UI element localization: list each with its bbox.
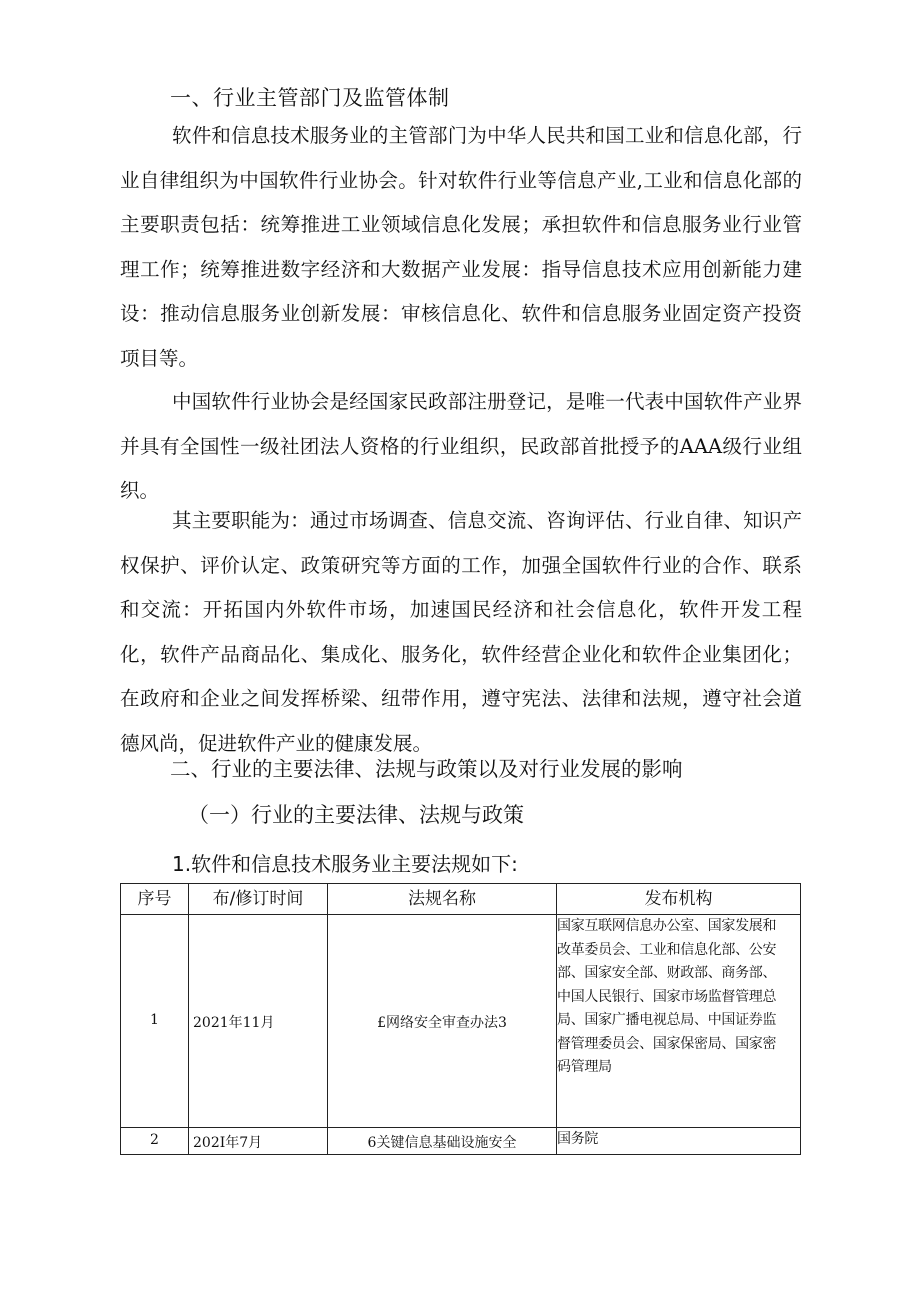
cell-num-text: 1 <box>150 1012 159 1028</box>
section-heading-1: 一、行业主管部门及监管体制 <box>170 86 450 110</box>
table-row <box>121 915 801 1128</box>
header-num: 序号 <box>121 884 189 915</box>
paragraph-regulator: 软件和信息技术服务业的主管部门为中华人民共和国工业和信息化部，行业自律组织为中国软件行业协会。针对软件行业等信息产业,工业和信息化部的主要职责包括：统筹推进工业领域信息化发展；承担软件和信息服务业行业管理工作；统筹推进数字经济和大数据产业发展：指导信息技术应用创新能力建设：推动信息服务业创新发展：审核信息化、软件和信息服务业固定资产投资项目等。 <box>120 124 802 370</box>
subsection-heading: （一）行业的主要法律、法规与政策 <box>188 803 524 827</box>
org-line: 中国人民银行、国家市场监督管理总 <box>557 988 777 1005</box>
header-date: 布/修订时间 <box>189 884 328 915</box>
cell-org <box>557 915 801 1128</box>
org-line: 码管理局 <box>557 1059 612 1075</box>
table-header-row <box>121 884 801 915</box>
table-row <box>121 1128 801 1155</box>
cell-num-text: 2 <box>150 1132 159 1148</box>
cell-num <box>121 1128 189 1155</box>
header-org: 发布机构 <box>557 884 801 915</box>
org-line: 改革委员会、工业和信息化部、公安 <box>557 941 777 958</box>
header-name: 法规名称 <box>328 884 557 915</box>
cell-name <box>328 1128 557 1155</box>
list-title: 1.软件和信息技术服务业主要法规如下: <box>172 852 518 876</box>
cell-date <box>189 915 328 1128</box>
org-line: 国务院 <box>557 1131 599 1147</box>
cell-org <box>557 1128 801 1155</box>
cell-name-text: 6关键信息基础设施安全 <box>367 1135 517 1151</box>
regulations-table <box>120 883 801 1155</box>
paragraph-functions: 其主要职能为：通过市场调查、信息交流、咨询评估、行业自律、知识产权保护、评价认定、政策研究等方面的工作，加强全国软件行业的合作、联系和交流：开拓国内外软件市场，加速国民经济和社会信息化，软件开发工程化，软件产品商品化、集成化、服务化，软件经营企业化和软件企业集团化；在政府和企业之间发挥桥梁、纽带作用，遵守宪法、法律和法规，遵守社会道德风尚，促进软件产业的健康发展。 <box>120 509 802 755</box>
cell-name <box>328 915 557 1128</box>
cell-num <box>121 915 189 1128</box>
org-line: 局、国家广播电视总局、中国证券监 <box>557 1012 777 1028</box>
cell-date-text: 202I年7月 <box>193 1135 263 1151</box>
cell-date-text: 2021年11月 <box>193 1015 275 1031</box>
paragraph-association: 中国软件行业协会是经国家民政部注册登记，是唯一代表中国软件产业界并具有全国性一级社团法人资格的行业组织，民政部首批授予的AAA级行业组织。 <box>120 390 802 502</box>
org-line: 国家互联网信息办公室、国家发展和 <box>557 918 777 934</box>
cell-name-text: £网络安全审查办法3 <box>377 1015 507 1031</box>
cell-date <box>189 1128 328 1155</box>
section-heading-2: 二、行业的主要法律、法规与政策以及对行业发展的影响 <box>170 757 683 781</box>
org-line: 督管理委员会、国家保密局、国家密 <box>557 1035 777 1052</box>
org-line: 部、国家安全部、财政部、商务部、 <box>557 965 777 981</box>
